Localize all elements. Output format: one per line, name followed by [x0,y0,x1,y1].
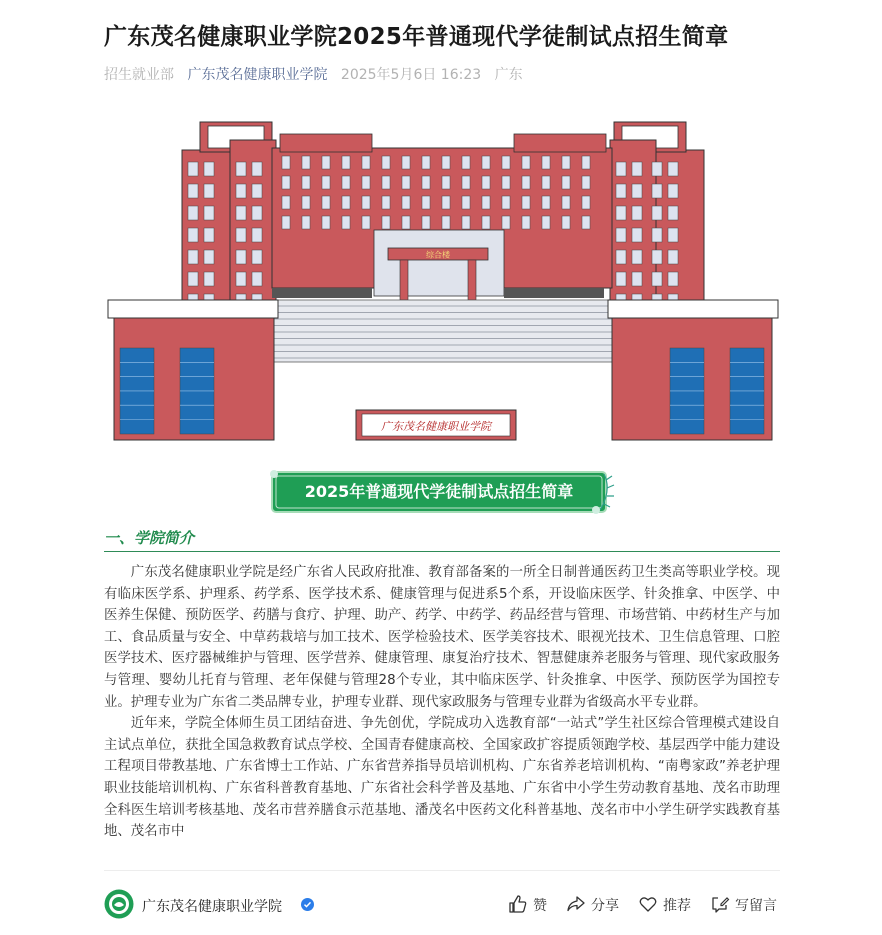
entrance-sign: 综合楼 [426,250,450,260]
center-window [422,216,430,229]
share-button[interactable] [566,893,626,915]
heart-icon [638,894,658,914]
center-window [462,176,470,189]
wing-window [668,206,678,220]
meta-department: 招生就业部 [104,67,174,83]
center-window [502,156,510,169]
center-window [442,176,450,189]
wing-window [236,206,246,220]
center-window [542,196,550,209]
paragraph-achievements: 近年来，学院全体师生员工团结奋进、争先创优，学院成功入选教育部“一站式”学生社区综合管理模式建设自主试点单位，获批全国急救教育试点学校、全国青春健康高校、全国家政扩容提质领跑学校、基层西学中能力建设工程项目带教基地、广东省博士工作站、广东省营养指导员培训机构、广东省养老培训机构、“南粤家政”养老护理职业技能培训机构、广东省科普教育基地、广东省社会科学普及基地、广东省中小学生劳动教育基地、茂名市助理全科医生培训考核基地、茂名市营养膳食示范基地、潘茂名中医药文化科普基地、茂名市中小学生研学实践教育基地、茂名市中 [104,716,780,840]
comment-button[interactable] [710,893,782,915]
wing-window [652,206,662,220]
center-window [302,156,310,169]
wing-window [204,272,214,286]
wing-window [188,162,198,176]
wing-window [652,184,662,198]
center-window [302,196,310,209]
center-window [382,156,390,169]
center-window [562,216,570,229]
wing-window [632,206,642,220]
center-window [282,216,290,229]
center-window [282,156,290,169]
center-window [462,156,470,169]
center-window [502,176,510,189]
campus-building-illustration [104,112,782,452]
center-window [442,156,450,169]
center-window [442,196,450,209]
wing-window [616,228,626,242]
center-window [582,156,590,169]
wing-window [652,162,662,176]
center-window [342,156,350,169]
wing-window [632,184,642,198]
meta-datetime: 2025年5月6日 16:23 [340,67,482,83]
center-window [322,176,330,189]
center-window [382,196,390,209]
center-window [522,196,530,209]
center-window [402,156,410,169]
comment-edit-icon [710,894,730,914]
wing-window [632,272,642,286]
section-heading [104,527,780,552]
wing-window [252,272,262,286]
wing-window [188,250,198,264]
wing-window [252,228,262,242]
wing-window [652,228,662,242]
recommend-button[interactable] [638,893,698,915]
wing-window [668,272,678,286]
center-window [382,216,390,229]
center-window [342,216,350,229]
wing-window [252,250,262,264]
center-window [522,216,530,229]
meta-location: 广东 [494,67,523,83]
center-window [282,196,290,209]
thumbs-up-icon [508,894,528,914]
center-window [582,216,590,229]
article-body [104,562,780,868]
bottom-action-bar [104,870,780,935]
center-window [322,156,330,169]
campus-plaque: 广东茂名健康职业学院 [381,420,491,433]
wing-window [616,206,626,220]
share-icon [566,894,586,914]
wing-window [616,250,626,264]
center-window [402,176,410,189]
wing-window [236,228,246,242]
article-title: 广东茂名健康职业学院2025年普通现代学徒制试点招生简章 [104,24,729,50]
wing-window [652,272,662,286]
wing-window [668,162,678,176]
center-window [522,176,530,189]
center-window [442,216,450,229]
wing-window [252,184,262,198]
center-window [562,176,570,189]
center-window [522,156,530,169]
wing-window [236,250,246,264]
center-window [482,156,490,169]
wing-window [616,184,626,198]
wing-window [252,206,262,220]
center-window [402,196,410,209]
wing-window [188,228,198,242]
wing-window [236,184,246,198]
center-window [482,176,490,189]
wing-window [632,250,642,264]
center-window [362,216,370,229]
wing-window [652,250,662,264]
wing-window [204,250,214,264]
center-window [542,216,550,229]
center-window [422,196,430,209]
center-window [562,196,570,209]
wing-window [204,162,214,176]
center-window [402,216,410,229]
wing-window [668,250,678,264]
share-label: 分享 [591,898,619,914]
article-meta [104,64,532,84]
meta-account-link[interactable]: 广东茂名健康职业学院 [187,67,328,83]
center-window [582,196,590,209]
wing-window [236,272,246,286]
wing-window [204,184,214,198]
center-window [482,216,490,229]
center-window [582,176,590,189]
center-window [502,216,510,229]
wing-window [188,272,198,286]
center-window [302,216,310,229]
wing-window [204,206,214,220]
center-window [342,176,350,189]
paragraph-intro: 广东茂名健康职业学院是经广东省人民政府批准、教育部备案的一所全日制普通医药卫生类高等职业学校。现有临床医学系、护理系、药学系、医学技术系、健康管理与促进系5个系，开设临床医学、针灸推拿、中医学、中医养生保健、预防医学、药膳与食疗、护理、助产、药学、中药学、药品经营与管理、市场营销、中药材生产与加工、食品质量与安全、中草药栽培与加工技术、医学检验技术、医学美容技术、眼视光技术、卫生信息管理、口腔医学技术、医疗器械维护与管理、医学营养、健康管理、康复治疗技术、智慧健康养老服务与管理、现代家政服务与管理、婴幼儿托育与管理、老年保健与管理28个专业，其中临床医学、针灸推拿、中医学、预防医学为国控专业。护理专业为广东省二类品牌专业，护理专业群、现代家政服务与管理专业群为省级高水平专业群。 [104,565,780,710]
wing-window [668,228,678,242]
center-window [422,176,430,189]
section-heading-text: 一、学院简介 [104,529,195,547]
recommend-label: 推荐 [663,898,691,914]
center-window [342,196,350,209]
banner-title: 2025年普通现代学徒制试点招生简章 [304,482,574,501]
wing-window [236,162,246,176]
center-window [382,176,390,189]
verified-icon [301,898,314,911]
center-window [362,176,370,189]
center-window [462,196,470,209]
center-window [322,216,330,229]
center-window [542,156,550,169]
center-window [302,176,310,189]
account-name[interactable]: 广东茂名健康职业学院 [142,899,282,915]
center-window [362,156,370,169]
like-label: 赞 [533,898,547,914]
wing-window [632,228,642,242]
center-window [422,156,430,169]
wing-window [188,206,198,220]
center-window [282,176,290,189]
wing-window [632,162,642,176]
wing-window [668,184,678,198]
wing-window [204,228,214,242]
like-button[interactable] [508,893,552,915]
center-window [562,156,570,169]
center-window [482,196,490,209]
center-window [362,196,370,209]
wing-window [616,162,626,176]
wing-window [188,184,198,198]
comment-label: 写留言 [735,898,777,914]
center-window [322,196,330,209]
center-window [542,176,550,189]
center-window [462,216,470,229]
center-window [502,196,510,209]
account-avatar[interactable] [104,889,134,919]
wing-window [616,272,626,286]
wing-window [252,162,262,176]
